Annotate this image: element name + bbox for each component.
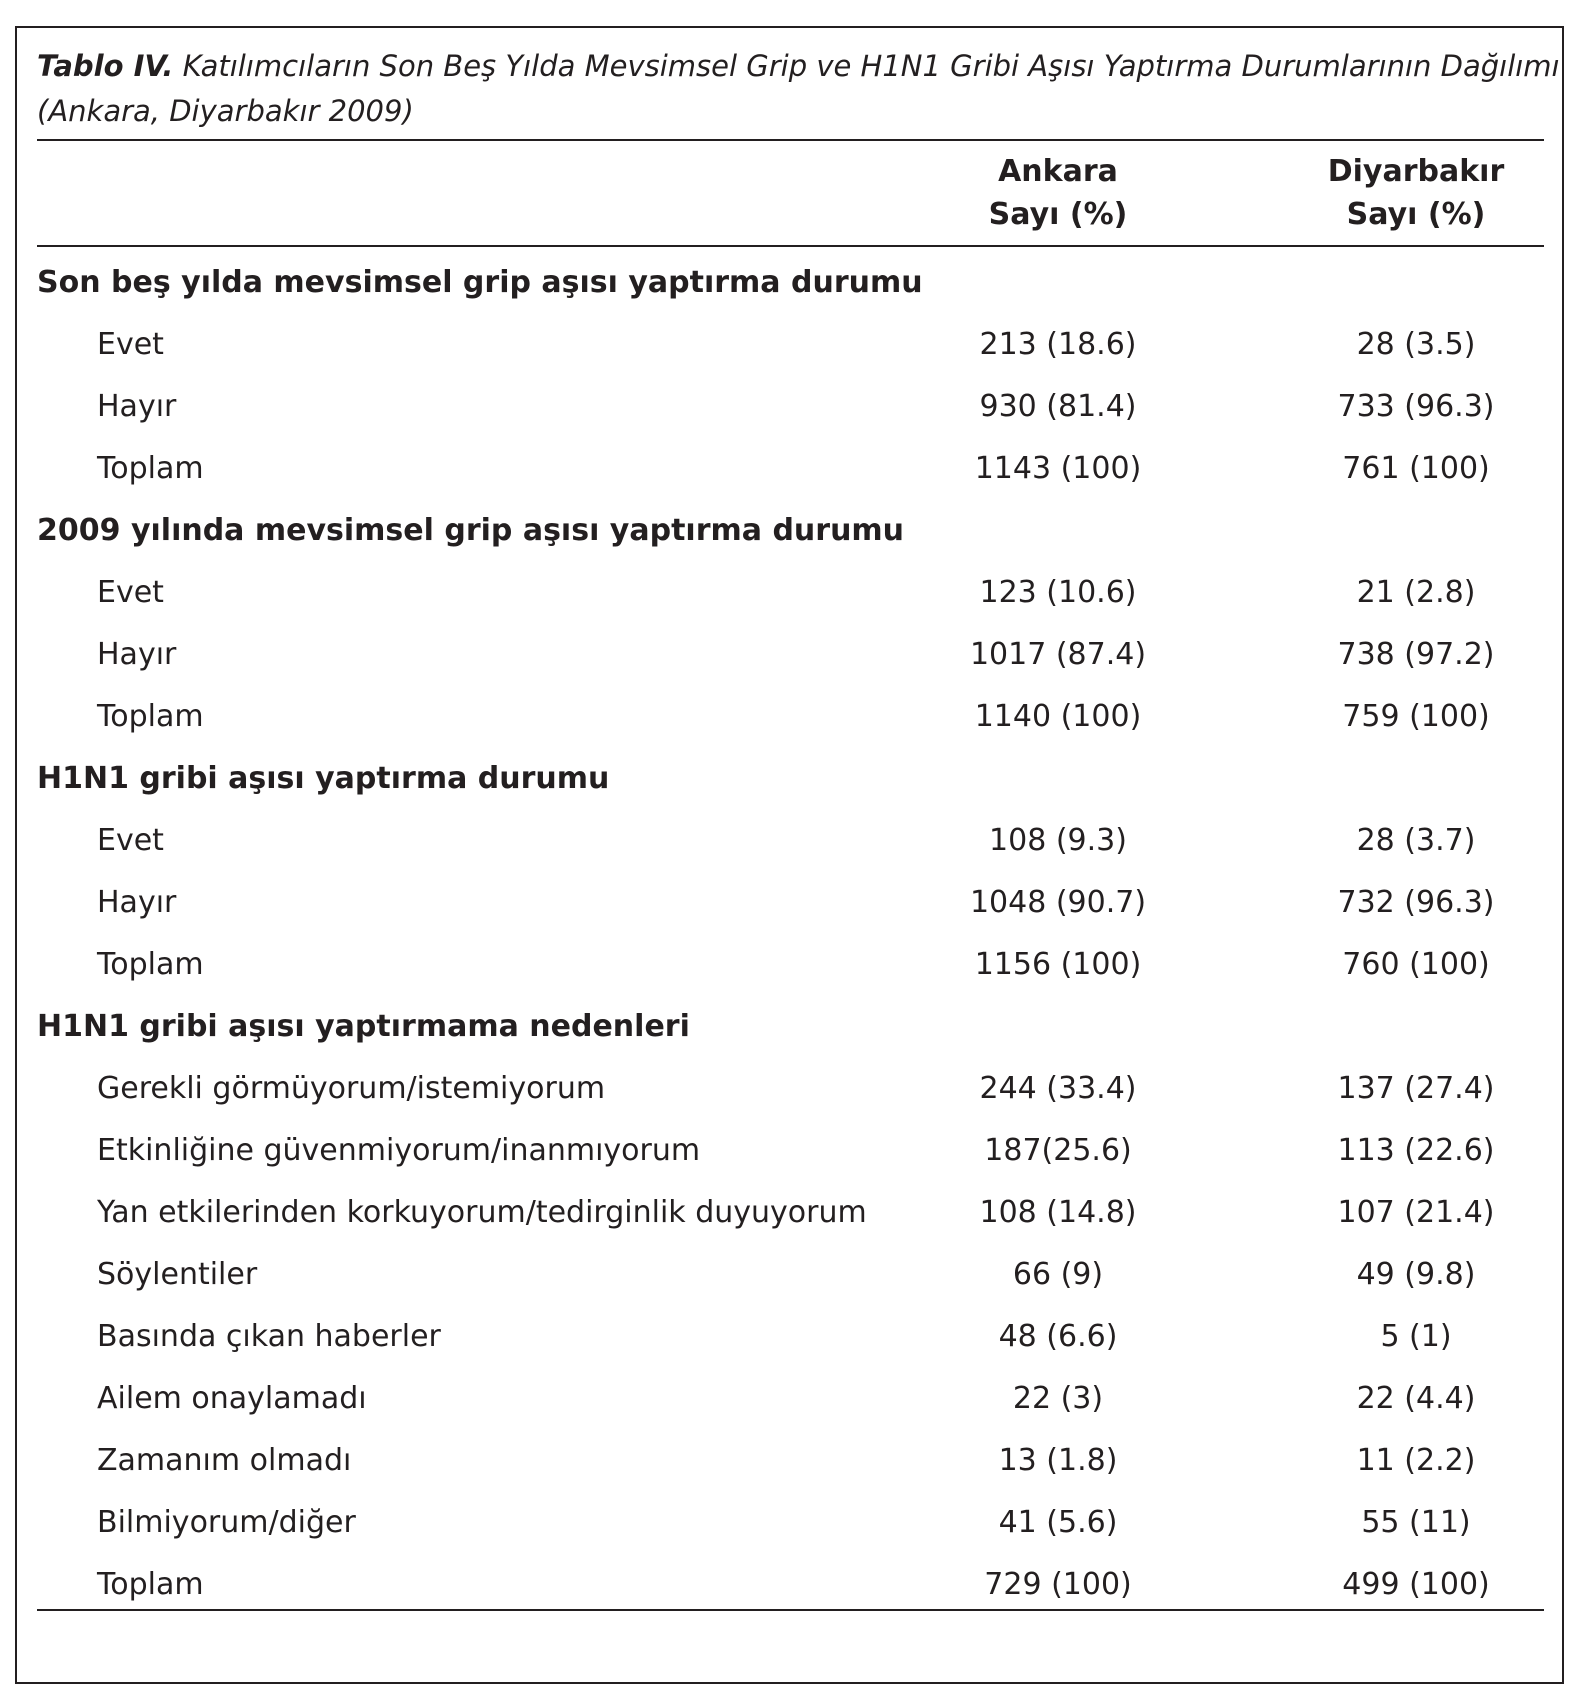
cell-diyarbakir: 761 (100) xyxy=(1342,451,1490,486)
table-row xyxy=(37,1244,1544,1306)
row-label: Söylentiler xyxy=(97,1257,258,1292)
cell-diyarbakir: 732 (96.3) xyxy=(1337,885,1495,920)
table-row xyxy=(37,314,1544,376)
cell-ankara: 66 (9) xyxy=(1012,1257,1104,1292)
top-rule xyxy=(37,139,1544,141)
caption-title: Katılımcıların Son Beş Yılda Mevsimsel Grip ve H1N1 Gribi Aşısı Yaptırma Durumlarının Dağılımı xyxy=(182,49,1560,83)
table-row xyxy=(37,1554,1544,1616)
column-header-diyarbakir-name: Diyarbakır xyxy=(1327,154,1505,189)
row-label: Hayır xyxy=(97,637,177,672)
table-row xyxy=(37,624,1544,686)
table-row xyxy=(37,562,1544,624)
table-row xyxy=(37,1058,1544,1120)
cell-diyarbakir: 28 (3.5) xyxy=(1356,327,1476,362)
caption-line-2: (Ankara, Diyarbakır 2009) xyxy=(37,94,414,128)
column-header-ankara xyxy=(938,150,1178,236)
row-label: Ailem onaylamadı xyxy=(97,1381,367,1416)
table-row xyxy=(37,438,1544,500)
row-label: Bilmiyorum/diğer xyxy=(97,1505,356,1540)
section-heading: Son beş yılda mevsimsel grip aşısı yaptırma durumu xyxy=(37,265,923,300)
cell-diyarbakir: 28 (3.7) xyxy=(1356,823,1476,858)
table-caption xyxy=(37,44,1560,134)
table-row xyxy=(37,1306,1544,1368)
column-header-diyarbakir xyxy=(1296,150,1536,236)
column-header-ankara-unit: Sayı (%) xyxy=(988,197,1128,232)
table-row xyxy=(37,810,1544,872)
row-label: Toplam xyxy=(97,1567,204,1602)
cell-ankara: 22 (3) xyxy=(1012,1381,1104,1416)
column-header-ankara-name: Ankara xyxy=(998,154,1118,189)
row-label: Yan etkilerinden korkuyorum/tedirginlik duyuyorum xyxy=(97,1195,867,1230)
table-body xyxy=(37,252,1544,1616)
cell-ankara: 1017 (87.4) xyxy=(969,637,1147,672)
cell-diyarbakir: 759 (100) xyxy=(1342,699,1490,734)
row-label: Basında çıkan haberler xyxy=(97,1319,441,1354)
cell-diyarbakir: 49 (9.8) xyxy=(1356,1257,1476,1292)
cell-diyarbakir: 11 (2.2) xyxy=(1356,1443,1476,1478)
cell-diyarbakir: 22 (4.4) xyxy=(1356,1381,1476,1416)
cell-diyarbakir: 760 (100) xyxy=(1342,947,1490,982)
header-rule xyxy=(37,245,1544,247)
cell-diyarbakir: 738 (97.2) xyxy=(1337,637,1495,672)
row-label: Evet xyxy=(97,575,164,610)
cell-diyarbakir: 733 (96.3) xyxy=(1337,389,1495,424)
cell-diyarbakir: 21 (2.8) xyxy=(1356,575,1476,610)
bottom-rule xyxy=(37,1609,1544,1611)
cell-ankara: 244 (33.4) xyxy=(979,1071,1137,1106)
row-label: Evet xyxy=(97,327,164,362)
table-row xyxy=(37,872,1544,934)
cell-diyarbakir: 5 (1) xyxy=(1380,1319,1452,1354)
section-row xyxy=(37,996,1544,1058)
cell-ankara: 187(25.6) xyxy=(984,1133,1132,1168)
cell-ankara: 108 (14.8) xyxy=(979,1195,1137,1230)
cell-diyarbakir: 499 (100) xyxy=(1342,1567,1490,1602)
cell-ankara: 1048 (90.7) xyxy=(969,885,1147,920)
section-row xyxy=(37,748,1544,810)
cell-ankara: 41 (5.6) xyxy=(998,1505,1118,1540)
cell-ankara: 123 (10.6) xyxy=(979,575,1137,610)
table-row xyxy=(37,686,1544,748)
table-row xyxy=(37,934,1544,996)
row-label: Hayır xyxy=(97,885,177,920)
row-label: Toplam xyxy=(97,947,204,982)
row-label: Toplam xyxy=(97,451,204,486)
section-heading: H1N1 gribi aşısı yaptırmama nedenleri xyxy=(37,1009,690,1044)
cell-ankara: 213 (18.6) xyxy=(979,327,1137,362)
table-row xyxy=(37,1492,1544,1554)
row-label: Gerekli görmüyorum/istemiyorum xyxy=(97,1071,606,1106)
column-header-diyarbakir-unit: Sayı (%) xyxy=(1346,197,1486,232)
cell-ankara: 13 (1.8) xyxy=(998,1443,1118,1478)
table-row xyxy=(37,376,1544,438)
cell-ankara: 1140 (100) xyxy=(974,699,1142,734)
table-row xyxy=(37,1368,1544,1430)
section-heading: H1N1 gribi aşısı yaptırma durumu xyxy=(37,761,610,796)
cell-ankara: 729 (100) xyxy=(984,1567,1132,1602)
cell-diyarbakir: 55 (11) xyxy=(1361,1505,1471,1540)
row-label: Evet xyxy=(97,823,164,858)
row-label: Etkinliğine güvenmiyorum/inanmıyorum xyxy=(97,1133,701,1168)
cell-ankara: 930 (81.4) xyxy=(979,389,1137,424)
cell-diyarbakir: 107 (21.4) xyxy=(1337,1195,1495,1230)
table-row xyxy=(37,1120,1544,1182)
row-label: Zamanım olmadı xyxy=(97,1443,352,1478)
cell-diyarbakir: 137 (27.4) xyxy=(1337,1071,1495,1106)
table-row xyxy=(37,1182,1544,1244)
row-label: Toplam xyxy=(97,699,204,734)
row-label: Hayır xyxy=(97,389,177,424)
table-row xyxy=(37,1430,1544,1492)
caption-label: Tablo IV. xyxy=(37,49,174,83)
section-heading: 2009 yılında mevsimsel grip aşısı yaptırma durumu xyxy=(37,513,905,548)
cell-ankara: 1156 (100) xyxy=(974,947,1142,982)
section-row xyxy=(37,500,1544,562)
caption-line-1 xyxy=(37,44,1560,89)
cell-ankara: 108 (9.3) xyxy=(989,823,1127,858)
cell-ankara: 1143 (100) xyxy=(974,451,1142,486)
cell-diyarbakir: 113 (22.6) xyxy=(1337,1133,1495,1168)
cell-ankara: 48 (6.6) xyxy=(998,1319,1118,1354)
section-row xyxy=(37,252,1544,314)
